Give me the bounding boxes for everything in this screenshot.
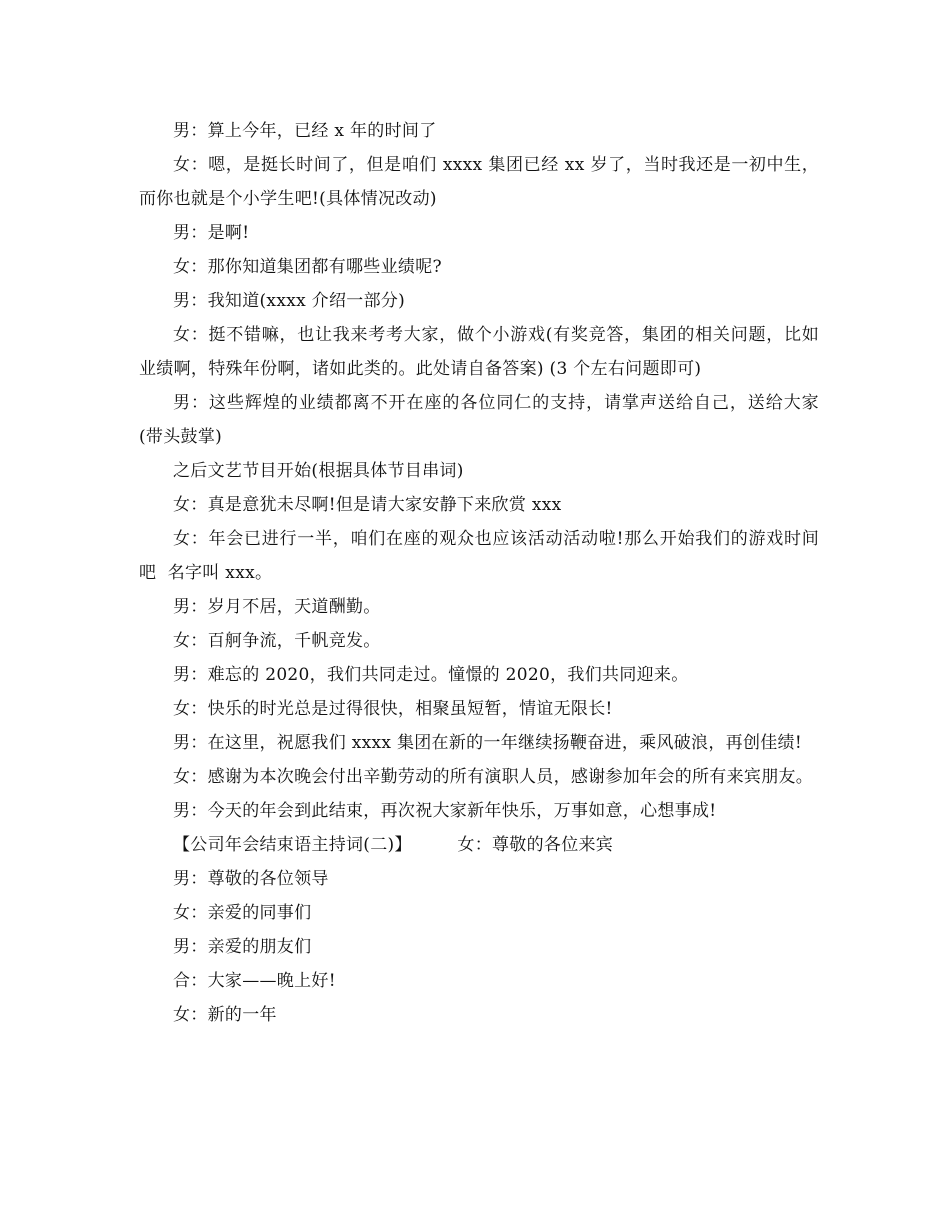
paragraph: 女：真是意犹未尽啊!但是请大家安静下来欣赏 xxx — [173, 495, 562, 515]
paragraph: 女：亲爱的同事们 — [173, 903, 312, 923]
paragraph: 男：算上今年，已经 x 年的时间了 — [173, 121, 437, 141]
paragraph: 女：嗯，是挺长时间了，但是咱们 xxxx 集团已经 xx 岁了，当时我还是一初中生，而你也就是个小学生吧!(具体情况改动) — [139, 155, 819, 209]
paragraph: 合：大家——晚上好! — [173, 971, 336, 991]
paragraph: 男：岁月不居，天道酬勤。 — [173, 597, 381, 617]
paragraph: 男：亲爱的朋友们 — [173, 937, 312, 957]
paragraph: 男：是啊! — [173, 223, 250, 243]
paragraph: 女：挺不错嘛，也让我来考考大家，做个小游戏(有奖竞答，集团的相关问题，比如业绩啊，特殊年份啊，诸如此类的。此处请自备答案) (3 个左右问题即可) — [139, 325, 819, 379]
paragraph: 女：那你知道集团都有哪些业绩呢? — [173, 257, 442, 277]
paragraph: 男：尊敬的各位领导 — [173, 869, 329, 889]
paragraph: 男：这些辉煌的业绩都离不开在座的各位同仁的支持，请掌声送给自己，送给大家(带头鼓掌) — [139, 393, 819, 447]
section-heading-paragraph: 【公司年会结束语主持词(二)】 女：尊敬的各位来宾 — [173, 835, 614, 855]
paragraph: 男：难忘的 2020，我们共同走过。憧憬的 2020，我们共同迎来。 — [173, 665, 689, 685]
paragraph: 女：感谢为本次晚会付出辛勤劳动的所有演职人员，感谢参加年会的所有来宾朋友。 — [173, 767, 814, 787]
paragraph: 男：我知道(xxxx 介绍一部分) — [173, 291, 406, 311]
paragraph: 女：快乐的时光总是过得很快，相聚虽短暂，情谊无限长! — [173, 699, 613, 719]
paragraph: 女：新的一年 — [173, 1005, 277, 1025]
document-body — [139, 114, 819, 1032]
paragraph: 男：在这里，祝愿我们 xxxx 集团在新的一年继续扬鞭奋进，乘风破浪，再创佳绩! — [173, 733, 802, 753]
paragraph: 女：百舸争流，千帆竞发。 — [173, 631, 381, 651]
paragraph: 女：年会已进行一半，咱们在座的观众也应该活动活动啦!那么开始我们的游戏时间吧 名字叫 xxx。 — [139, 529, 819, 583]
paragraph: 男：今天的年会到此结束，再次祝大家新年快乐，万事如意，心想事成! — [173, 801, 717, 821]
paragraph: 之后文艺节目开始(根据具体节目串词) — [173, 461, 464, 481]
